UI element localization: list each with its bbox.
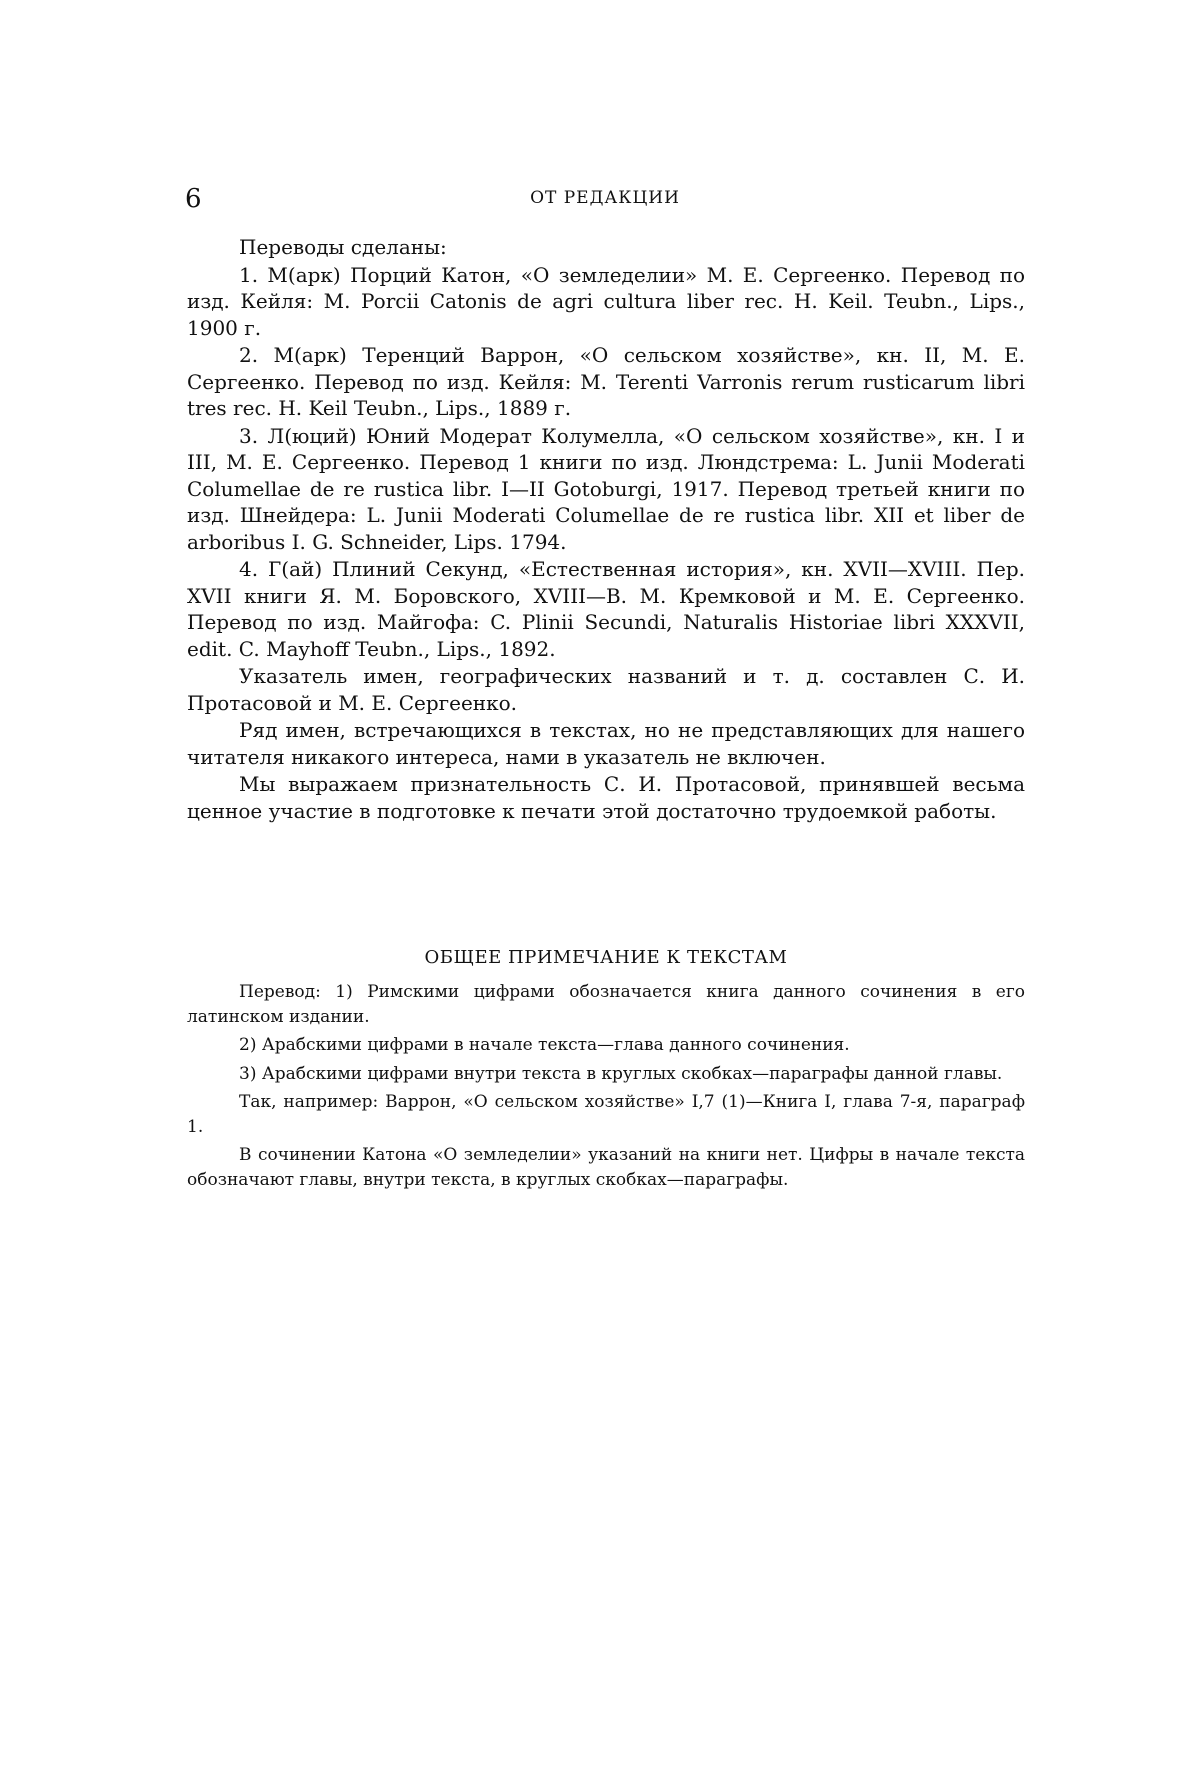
excluded-names-note: Ряд имен, встречающихся в текстах, но не представляющих для нашего читателя никакого интереса, нами в указатель не включен. [187,717,1025,770]
index-note: Указатель имен, географических названий и т. д. составлен С. И. Протасовой и М. Е. Сергеенко. [187,663,1025,716]
note-paragraph: Перевод: 1) Римскими цифрами обозначается книга данного сочинения в его латинском издании. [187,980,1025,1029]
translations-section [187,234,1025,824]
note-paragraph: В сочинении Катона «О земледелии» указаний на книги нет. Цифры в начале текста обозначают главы, внутри текста, в круглых скобках—параграфы. [187,1143,1025,1192]
note-paragraph: Так, например: Варрон, «О сельском хозяйстве» I,7 (1)—Книга I, глава 7-я, параграф 1. [187,1090,1025,1139]
book-page [0,0,1200,1770]
translation-item: 2. М(арк) Теренций Варрон, «О сельском хозяйстве», кн. II, М. Е. Сергеенко. Перевод по изд. Кейля: M. Terenti Varronis rerum rusticarum libri tres rec. H. Keil Teubn., Lips., 1889 г. [187,342,1025,422]
general-note-title: ОБЩЕЕ ПРИМЕЧАНИЕ К ТЕКСТАМ [187,947,1025,968]
note-paragraph: 2) Арабскими цифрами в начале текста—глава данного сочинения. [187,1033,1025,1058]
translation-item: 4. Г(ай) Плиний Секунд, «Естественная история», кн. XVII—XVIII. Пер. XVII книги Я. М. Боровского, XVIII—В. М. Кремковой и М. Е. Сергеенко. Перевод по изд. Майгофа: C. Plinii Secundi, Naturalis Historiae libri XXXVII, edit. C. Mayhoff Teubn., Lips., 1892. [187,556,1025,662]
translations-intro: Переводы сделаны: [187,234,1025,261]
note-paragraph: 3) Арабскими цифрами внутри текста в круглых скобках—параграфы данной главы. [187,1062,1025,1087]
general-note-section [187,980,1025,1192]
translation-item: 1. М(арк) Порций Катон, «О земледелии» М. Е. Сергеенко. Перевод по изд. Кейля: M. Porcii Catonis de agri cultura liber rec. H. Keil. Teubn., Lips., 1900 г. [187,262,1025,342]
acknowledgement: Мы выражаем признательность С. И. Протасовой, принявшей весьма ценное участие в подготовке к печати этой достаточно трудоемкой работы. [187,771,1025,824]
translation-item: 3. Л(юций) Юний Модерат Колумелла, «О сельском хозяйстве», кн. I и III, М. Е. Сергеенко. Перевод 1 книги по изд. Люндстрема: L. Junii Moderati Columellae de re rustica libr. I—II Gotoburgi, 1917. Перевод третьей книги по изд. Шнейдера: L. Junii Moderati Columellae de re rustica libr. XII et liber de arboribus I. G. Schneider, Lips. 1794. [187,423,1025,556]
page-number: 6 [185,184,202,214]
running-title: ОТ РЕДАКЦИИ [170,188,1040,208]
